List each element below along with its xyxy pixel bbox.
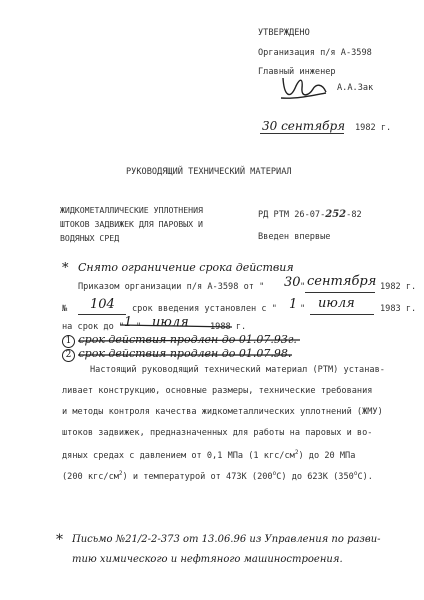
superscript-degree: о	[272, 470, 277, 477]
title-line-3: ВОДЯНЫХ СРЕД	[60, 233, 120, 243]
body-line-5	[62, 450, 355, 461]
superscript-2: 2	[294, 449, 299, 456]
order-until-year: 1988 г.	[210, 322, 247, 332]
body-line-5-part-a: дяных средах с давлением от 0,1 МПа (1 кгс/см	[62, 451, 295, 461]
order-quote: "	[300, 282, 306, 292]
order-from-day: 1	[289, 297, 298, 312]
body-line-6-part-a: (200 кгс/см	[62, 472, 119, 482]
annotation-limit-removed: Снято ограничение срока действия	[78, 261, 294, 274]
order-year: 1982 г.	[380, 282, 417, 292]
body-line-5-part-b: ) до 20 МПа	[298, 451, 356, 461]
order-from-month: июля	[318, 296, 355, 311]
order-day: 30	[284, 275, 301, 290]
annotation-star-icon: *	[62, 261, 69, 276]
approval-organization: Организация п/я А-3598	[258, 48, 372, 58]
order-until-month: июля	[152, 315, 189, 330]
designation-suffix: -82	[346, 210, 362, 220]
body-line-3: и методы контроля качества жидкометаллических уплотнений (ЖМУ)	[62, 407, 383, 417]
approval-heading: УТВЕРЖДЕНО	[258, 28, 310, 38]
order-from-year: 1983 г.	[380, 304, 417, 314]
body-line-6-part-c: С) до 623К (350	[276, 472, 354, 482]
title-line-2: ШТОКОВ ЗАДВИЖЕК ДЛЯ ПАРОВЫХ И	[60, 219, 203, 229]
approval-position: Главный инженер	[258, 67, 336, 77]
approval-name: А.А.Зак	[337, 83, 374, 93]
approval-date-handwritten: 30 сентября	[262, 119, 346, 133]
body-line-4: штоков задвижек, предназначенных для работы на паровых и во-	[62, 428, 373, 438]
bottom-note-line-2: тию химического и нефтяного машиностроения.	[72, 554, 343, 565]
designation-prefix: РД РТМ 26-07-	[258, 210, 326, 220]
superscript-2: 2	[118, 470, 123, 477]
body-line-1: Настоящий руководящий технический материал (РТМ) устанав-	[90, 365, 385, 375]
order-until-quote: "	[136, 322, 142, 332]
extension-marker-2: 2	[62, 349, 75, 362]
bottom-note-star-icon: *	[56, 532, 63, 548]
designation-number: 252	[325, 209, 347, 220]
extension-text-2: срок действия продлен до 01.07.98.	[78, 347, 292, 360]
intro-note: Введен впервые	[258, 232, 331, 242]
extension-marker-1: 1	[62, 335, 75, 348]
bottom-note-line-1: Письмо №21/2-2-373 от 13.06.96 из Управления по разви-	[72, 534, 381, 545]
superscript-degree: о	[353, 470, 358, 477]
order-text-1: Приказом организации п/я А-3598 от "	[78, 282, 265, 292]
body-line-2: ливает конструкцию, основные размеры, технические требования	[62, 386, 373, 396]
body-line-6-part-b: ) и температурой от 473К (200	[122, 472, 273, 482]
body-line-6	[62, 471, 373, 482]
extension-text-1: срок действия продлен до 01.07.93г.	[78, 333, 297, 346]
order-number: 104	[90, 297, 115, 312]
order-text-3: срок введения установлен с "	[132, 304, 277, 314]
title-line-1: ЖИДКОМЕТАЛЛИЧЕСКИЕ УПЛОТНЕНИЯ	[60, 205, 203, 215]
document-type: РУКОВОДЯЩИЙ ТЕХНИЧЕСКИЙ МАТЕРИАЛ	[126, 167, 292, 177]
order-text-4: "	[300, 304, 306, 314]
order-number-label: №	[62, 304, 68, 314]
approval-year: 1982 г.	[355, 123, 392, 133]
order-until-label: на срок до "	[62, 322, 125, 332]
order-until-day: 1	[124, 315, 133, 330]
order-month: сентября	[307, 274, 377, 289]
body-line-6-part-d: С).	[357, 472, 373, 482]
